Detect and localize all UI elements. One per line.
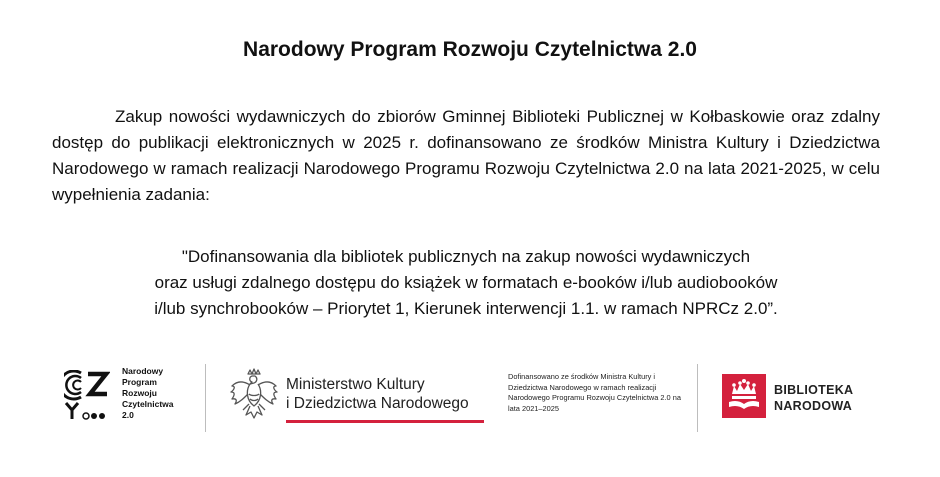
funding-note: Dofinansowano ze środków Ministra Kultury i Dziedzictwa Narodowego w ramach realizacji Narodowego Programu Rozwoju Czytelnictwa 2.0 na lata 2021–2025: [508, 372, 681, 413]
national-library-logo-text: [774, 382, 853, 414]
body-paragraph-text: Zakup nowości wydawniczych do zbiorów Gminnej Biblioteki Publicznej w Kołbaskowie oraz zdalny dostęp do publikacji elektronicznych w 2025 r. dofinansowano ze środków Ministra Kultury i Dziedzictwa Narodowego w ramach realizacji Narodowego Programu Rozwoju Czytelnictwa 2.0 na lata 2021-2025, w celu wypełnienia zadania:: [52, 107, 880, 204]
nprcz-line-1: Narodowy: [122, 366, 164, 376]
nprcz-line-3: Rozwoju: [122, 388, 157, 398]
logo-divider: [205, 364, 206, 432]
quote-line-3: i/lub synchrobooków – Priorytet 1, Kierunek interwencji 1.1. w ramach NPRCz 2.0”.: [154, 299, 778, 318]
ministry-name-line-1: Ministerstwo Kultury: [286, 376, 425, 393]
nprcz-line-2: Program: [122, 377, 157, 387]
quote-line-2: oraz usługi zdalnego dostępu do książek w formatach e-booków i/lub audiobooków: [154, 273, 778, 292]
nprcz-logo-icon: [64, 370, 110, 422]
nprcz-line-4: Czytelnictwa: [122, 399, 174, 409]
task-quote: [52, 244, 880, 322]
page-title: Narodowy Program Rozwoju Czytelnictwa 2.0: [243, 38, 697, 61]
ministry-logo-text: [286, 375, 469, 413]
ministry-name-line-2: i Dziedzictwa Narodowego: [286, 395, 469, 412]
ministry-accent-line: [286, 420, 484, 423]
nprcz-line-5: 2.0: [122, 410, 134, 420]
body-paragraph: [52, 104, 880, 208]
national-library-line-2: NARODOWA: [774, 399, 853, 413]
sponsor-logos-footer: [0, 362, 940, 434]
national-library-crown-icon: [722, 374, 766, 418]
nprcz-logo-text: [122, 366, 174, 421]
national-library-line-1: BIBLIOTEKA: [774, 383, 854, 397]
quote-line-1: "Dofinansowania dla bibliotek publicznych na zakup nowości wydawniczych: [181, 247, 751, 266]
white-eagle-emblem-icon: [228, 368, 280, 426]
logo-divider: [697, 364, 698, 432]
